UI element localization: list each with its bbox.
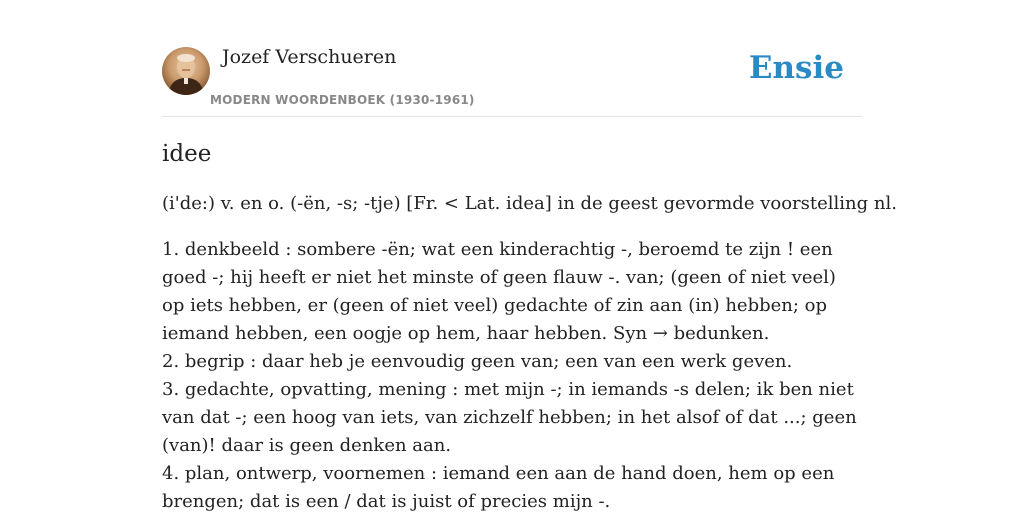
portrait-image bbox=[162, 47, 210, 95]
entry-sense-4: 4. plan, ontwerp, voornemen : iemand een aan de hand doen, hem op een brengen; dat is een / dat is juist of precies mijn -. bbox=[162, 463, 835, 512]
source-label[interactable]: MODERN WOORDENBOEK (1930-1961) bbox=[210, 93, 475, 107]
entry-headword: idee bbox=[162, 141, 212, 167]
entry-sense-3: 3. gedachte, opvatting, mening : met mijn -; in iemands -s delen; ik ben niet van dat -; een hoog van iets, van zichzelf hebben; in het alsof of dat ...; geen (van)! daar is geen denken aan. bbox=[162, 379, 857, 456]
entry-content bbox=[162, 138, 897, 512]
author-avatar[interactable] bbox=[162, 47, 210, 95]
entry-sense-2: 2. begrip : daar heb je eenvoudig geen van; een van een werk geven. bbox=[162, 351, 793, 372]
entry-sense-1: 1. denkbeeld : sombere -ën; wat een kinderachtig -, beroemd te zijn ! een goed -; hij heeft er niet het minste of geen flauw -. van; (geen of niet veel) op iets hebben, er (geen of niet veel) gedachte of zin aan (in) hebben; op iemand hebben, een oogje op hem, haar hebben. Syn → bedunken. bbox=[162, 239, 836, 344]
author-name[interactable]: Jozef Verschueren bbox=[222, 46, 397, 68]
header bbox=[162, 46, 862, 117]
ensie-logo[interactable]: Ensie bbox=[748, 50, 844, 86]
entry-intro: (i'de:) v. en o. (-ën, -s; -tje) [Fr. < Lat. idea] in de geest gevormde voorstelling nl. bbox=[162, 193, 897, 214]
